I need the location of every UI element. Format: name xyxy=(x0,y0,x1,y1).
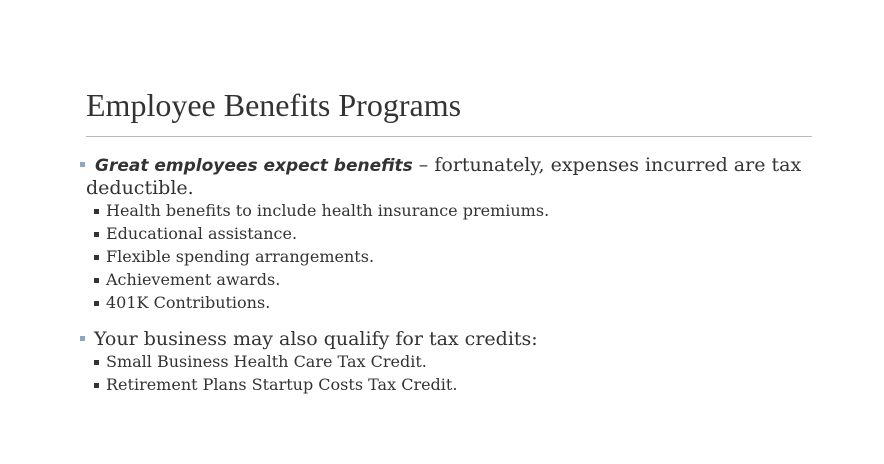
sub-bullet xyxy=(94,270,280,290)
sub-bullet xyxy=(94,293,270,313)
bullet-emphasis: Great employees expect benefits xyxy=(95,156,413,176)
slide-title: Employee Benefits Programs xyxy=(86,87,462,123)
square-bullet-icon xyxy=(94,255,99,260)
bullet-text: Your business may also qualify for tax credits: xyxy=(94,328,538,350)
bullet-text-line2: deductible. xyxy=(86,177,194,199)
bullet-dash: – xyxy=(412,154,435,176)
square-bullet-icon xyxy=(94,209,99,214)
square-bullet-icon xyxy=(80,162,85,167)
sub-bullet-text: Retirement Plans Startup Costs Tax Credit. xyxy=(106,375,458,394)
sub-bullet xyxy=(94,352,427,372)
square-bullet-icon xyxy=(94,232,99,237)
sub-bullet xyxy=(94,247,374,267)
square-bullet-icon xyxy=(94,301,99,306)
sub-bullet-text: Small Business Health Care Tax Credit. xyxy=(106,352,427,371)
sub-bullet xyxy=(94,201,549,221)
bullet-text-line1: fortunately, expenses incurred are tax xyxy=(434,154,802,176)
sub-bullet-text: Flexible spending arrangements. xyxy=(106,247,375,266)
sub-bullet-text: Health benefits to include health insurance premiums. xyxy=(106,201,550,220)
sub-bullet-text: 401K Contributions. xyxy=(106,293,271,312)
square-bullet-icon xyxy=(94,383,99,388)
sub-bullet xyxy=(94,375,457,395)
sub-bullet xyxy=(94,224,297,244)
square-bullet-icon xyxy=(94,278,99,283)
square-bullet-icon xyxy=(80,336,85,341)
square-bullet-icon xyxy=(94,360,99,365)
bullet-benefits xyxy=(86,154,846,199)
bullet-tax-credits xyxy=(86,328,846,350)
sub-bullet-text: Educational assistance. xyxy=(106,224,298,243)
title-divider xyxy=(86,136,812,137)
sub-bullet-text: Achievement awards. xyxy=(106,270,281,289)
